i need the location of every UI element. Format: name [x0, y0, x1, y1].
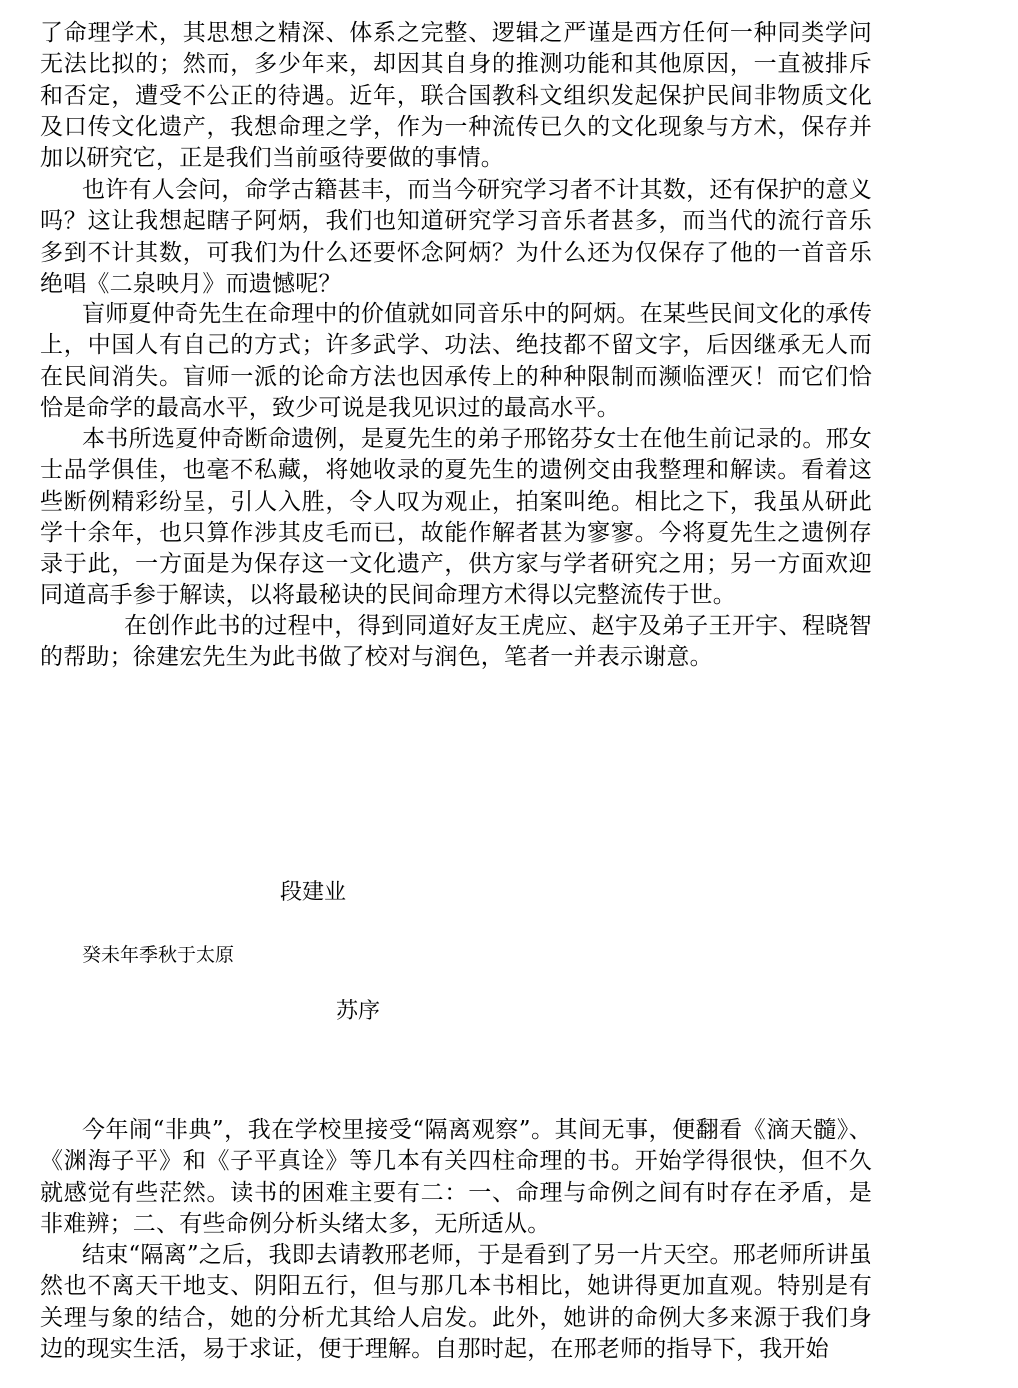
preface-paragraph-2: 也许有人会问，命学古籍甚丰，而当今研究学习者不计其数，还有保护的意义吗？这让我想起瞎子阿炳，我们也知道研究学习音乐者甚多，而当代的流行音乐多到不计其数，可我们为什么还要怀念阿炳？为什么还为仅保存了他的一首音乐绝唱《二泉映月》而遗憾呢？ [40, 177, 872, 297]
author-signature: 段建业 [280, 880, 347, 905]
signature-date: 癸未年季秋于太原 [82, 944, 235, 966]
su-preface-paragraph-1: 今年闹“非典”，我在学校里接受“隔离观察”。其间无事，便翻看《滴天髓》、《渊海子平》和《子平真诠》等几本有关四柱命理的书。开始学得很快，但不久就感觉有些茫然。读书的困难主要有二：一、命理与命例之间有时存在矛盾，是非难辨；二、有些命例分析头绪太多，无所适从。 [40, 1117, 872, 1237]
su-preface-paragraph-2: 结束“隔离”之后，我即去请教邢老师，于是看到了另一片天空。邢老师所讲虽然也不离天干地支、阴阳五行，但与那几本书相比，她讲得更加直观。特别是有关理与象的结合，她的分析尤其给人启发。此外，她讲的命例大多来源于我们身边的现实生活，易于求证，便于理解。自那时起，在邢老师的指导下，我开始 [40, 1242, 872, 1362]
preface-paragraph-3: 盲师夏仲奇先生在命理中的价值就如同音乐中的阿炳。在某些民间文化的承传上，中国人有自己的方式；许多武学、功法、绝技都不留文字，后因继承无人而在民间消失。盲师一派的论命方法也因承传上的种种限制而濒临湮灭！而它们恰恰是命学的最高水平，致少可说是我见识过的最高水平。 [40, 301, 872, 421]
preface-paragraph-4: 本书所选夏仲奇断命遗例，是夏先生的弟子邢铭芬女士在他生前记录的。邢女士品学俱佳，也毫不私藏，将她收录的夏先生的遗例交由我整理和解读。看着这些断例精彩纷呈，引人入胜，令人叹为观止，拍案叫绝。相比之下，我虽从研此学十余年，也只算作涉其皮毛而已，故能作解者甚为寥寥。今将夏先生之遗例存录于此，一方面是为保存这一文化遗产，供方家与学者研究之用；另一方面欢迎同道高手参于解读，以将最秘诀的民间命理方术得以完整流传于世。 [40, 426, 872, 609]
section-title-su-preface: 苏序 [336, 999, 381, 1024]
preface-paragraph-1: 了命理学术，其思想之精深、体系之完整、逻辑之严谨是西方任何一种同类学问无法比拟的；然而，多少年来，却因其自身的推测功能和其他原因，一直被排斥和否定，遭受不公正的待遇。近年，联合国教科文组织发起保护民间非物质文化及口传文化遗产，我想命理之学，作为一种流传已久的文化现象与方术，保存并加以研究它，正是我们当前亟待要做的事情。 [40, 20, 872, 172]
preface-paragraph-5: 在创作此书的过程中，得到同道好友王虎应、赵宇及弟子王开宇、程晓智的帮助；徐建宏先生为此书做了校对与润色，笔者一并表示谢意。 [40, 613, 872, 671]
